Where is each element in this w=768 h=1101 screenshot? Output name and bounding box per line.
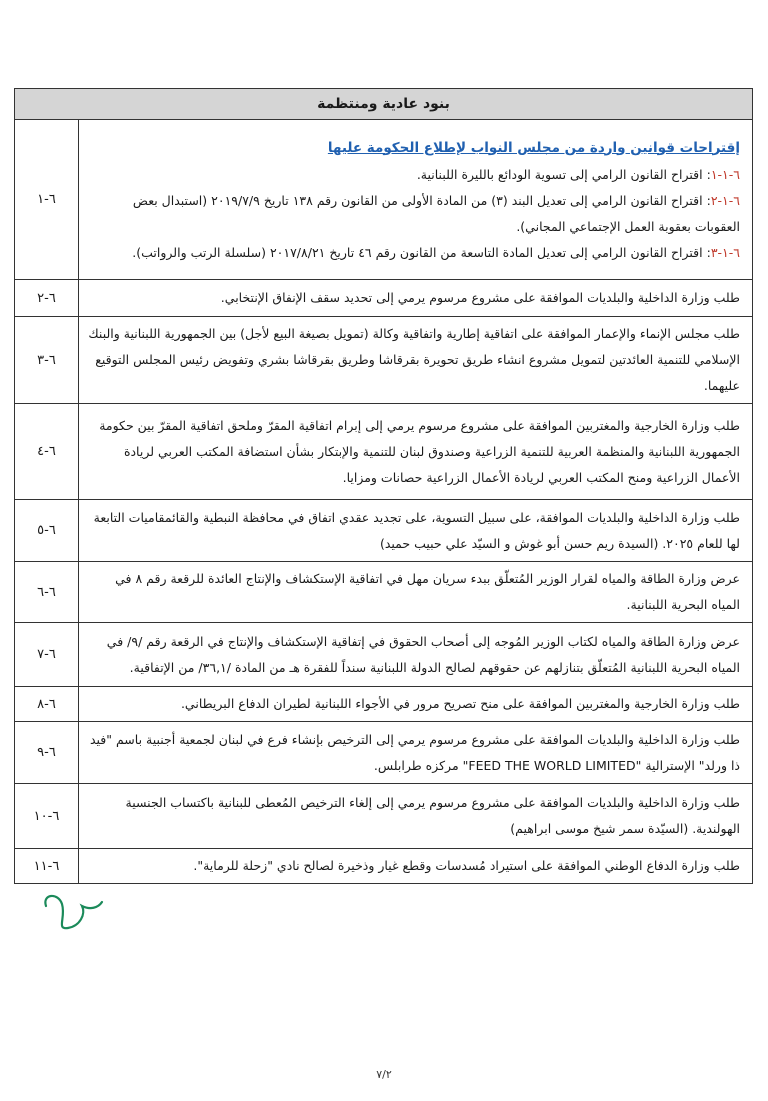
table-row: [15, 317, 753, 404]
table-row: [15, 404, 753, 500]
row-number: ٦-١: [15, 120, 79, 280]
list-item: ٦-١-٢: اقتراح القانون الرامي إلى تعديل البند (٣) من المادة الأولى من القانون رقم ١٣٨ تاريخ ٢٠١٩/٧/٩ (استبدال بعض العقوبات بعقوبة العمل الإجتماعي المجاني).: [132, 192, 740, 234]
table-row: [15, 120, 753, 280]
table-row: [15, 784, 753, 849]
table-row: [15, 849, 753, 884]
page-number: ٧/٢: [376, 1068, 392, 1081]
row-number: ٦-٩: [15, 722, 79, 784]
item-number: ٦-١-٣: [710, 244, 740, 260]
section-header: بنود عادية ومنتظمة: [15, 89, 753, 120]
row-content: طلب وزارة الدفاع الوطني الموافقة على استيراد مُسدسات وقطع غيار وذخيرة لصالح نادي "زحلة للرماية".: [79, 849, 753, 884]
row-number: ٦-٢: [15, 280, 79, 317]
list-item: ٦-١-٣: اقتراح القانون الرامي إلى تعديل المادة التاسعة من القانون رقم ٤٦ تاريخ ٢٠١٧/٨/٢١ (سلسلة الرتب والرواتب).: [132, 244, 740, 260]
table-row: [15, 280, 753, 317]
row-number: ٦-٥: [15, 500, 79, 562]
list-item: ٦-١-١: اقتراح القانون الرامي إلى تسوية الودائع بالليرة اللبنانية.: [416, 166, 740, 182]
table-row: [15, 500, 753, 562]
row-number: ٦-٧: [15, 623, 79, 687]
row-number: ٦-١١: [15, 849, 79, 884]
row-content: طلب وزارة الخارجية والمغتربين الموافقة على مشروع مرسوم يرمي إلى إبرام اتفاقية المقرّ وملحق اتفاقية المقرّ بين حكومة الجمهورية اللبنانية والمنظمة العربية للتنمية الزراعية وصندوق لبنان للتنمية والإبتكار بشأن استضافة المكتب العربي لريادة الأعمال الزراعية ومنح المكتب العربي لريادة الأعمال الزراعية حصانات ومزايا.: [79, 404, 753, 500]
row-content: طلب وزارة الداخلية والبلديات الموافقة، على سبيل التسوية، على تجديد عقدي اتفاق في محافظة النبطية والقائمقاميات التابعة لها للعام ٢٠٢٥. (السيدة ريم حسن أبو غوش و السيّد علي حبيب حميد): [79, 500, 753, 562]
item-number: ٦-١-٢: [710, 192, 740, 208]
item-text: اقتراح القانون الرامي إلى تعديل المادة التاسعة من القانون رقم ٤٦ تاريخ ٢٠١٧/٨/٢١ (سلسلة الرتب والرواتب).: [132, 244, 703, 260]
row-number: ٦-٣: [15, 317, 79, 404]
row-number: ٦-٨: [15, 687, 79, 722]
table-row: [15, 623, 753, 687]
table-row: [15, 687, 753, 722]
row-content: طلب وزارة الداخلية والبلديات الموافقة على مشروع مرسوم يرمي إلى الترخيص بإنشاء فرع في لبنان لجمعية أجنبية باسم "فيد ذا ورلد" الإسترالية "FEED THE WORLD LIMITED" مركزه طرابلس.: [79, 722, 753, 784]
row-number: ٦-٦: [15, 562, 79, 623]
table-row: [15, 722, 753, 784]
row-content: طلب مجلس الإنماء والإعمار الموافقة على اتفاقية إطارية واتفاقية وكالة (تمويل بصيغة البيع لأجل) بين الجمهورية اللبنانية والبنك الإسلامي للتنمية العائدتين لتمويل مشروع انشاء طريق تحويرة بقرقاشا وطريق بقرقاشا بشري وتفويض رئيس المجلس التوقيع عليهما.: [79, 317, 753, 404]
handwritten-signature: [38, 884, 108, 934]
item-number: ٦-١-١: [710, 166, 740, 182]
table-row: [15, 562, 753, 623]
subsection-title: إقتراحات قوانين واردة من مجلس النواب لإطلاع الحكومة عليها: [327, 139, 740, 156]
row-content: عرض وزارة الطاقة والمياه لكتاب الوزير المُوجه إلى أصحاب الحقوق في إتفاقية الإستكشاف والإنتاج في الرقعة رقم /٩/ في المياه البحرية اللبنانية المُتعلّق بتنازلهم عن حقوقهم لصالح الدولة اللبنانية سنداً للفقرة هـ من المادة /٣٦,١/ من الإتفاقية.: [79, 623, 753, 687]
row-number: ٦-١٠: [15, 784, 79, 849]
item-text: اقتراح القانون الرامي إلى تعديل البند (٣) من المادة الأولى من القانون رقم ١٣٨ تاريخ ٢٠١٩/٧/٩ (استبدال بعض العقوبات بعقوبة العمل الإجتماعي المجاني).: [132, 192, 740, 234]
row-content: عرض وزارة الطاقة والمياه لقرار الوزير المُتعلّق ببدء سريان مهل في اتفاقية الإستكشاف والإنتاج العائدة للرقعة رقم ٨ في المياه البحرية اللبنانية.: [79, 562, 753, 623]
row-content: طلب وزارة الداخلية والبلديات الموافقة على مشروع مرسوم يرمي إلى إلغاء الترخيص المُعطى للبنانية باكتساب الجنسية الهولندية. (السيّدة سمر شيخ موسى ابراهيم): [79, 784, 753, 849]
item-text: اقتراح القانون الرامي إلى تسوية الودائع بالليرة اللبنانية.: [416, 166, 703, 182]
agenda-table: [14, 88, 753, 884]
row-content: طلب وزارة الخارجية والمغتربين الموافقة على منح تصريح مرور في الأجواء اللبنانية لطيران الدفاع البريطاني.: [79, 687, 753, 722]
table-header-row: [15, 89, 753, 120]
row-content: طلب وزارة الداخلية والبلديات الموافقة على مشروع مرسوم يرمي إلى تحديد سقف الإنفاق الإنتخابي.: [79, 280, 753, 317]
row-content: [79, 120, 753, 280]
row-number: ٦-٤: [15, 404, 79, 500]
